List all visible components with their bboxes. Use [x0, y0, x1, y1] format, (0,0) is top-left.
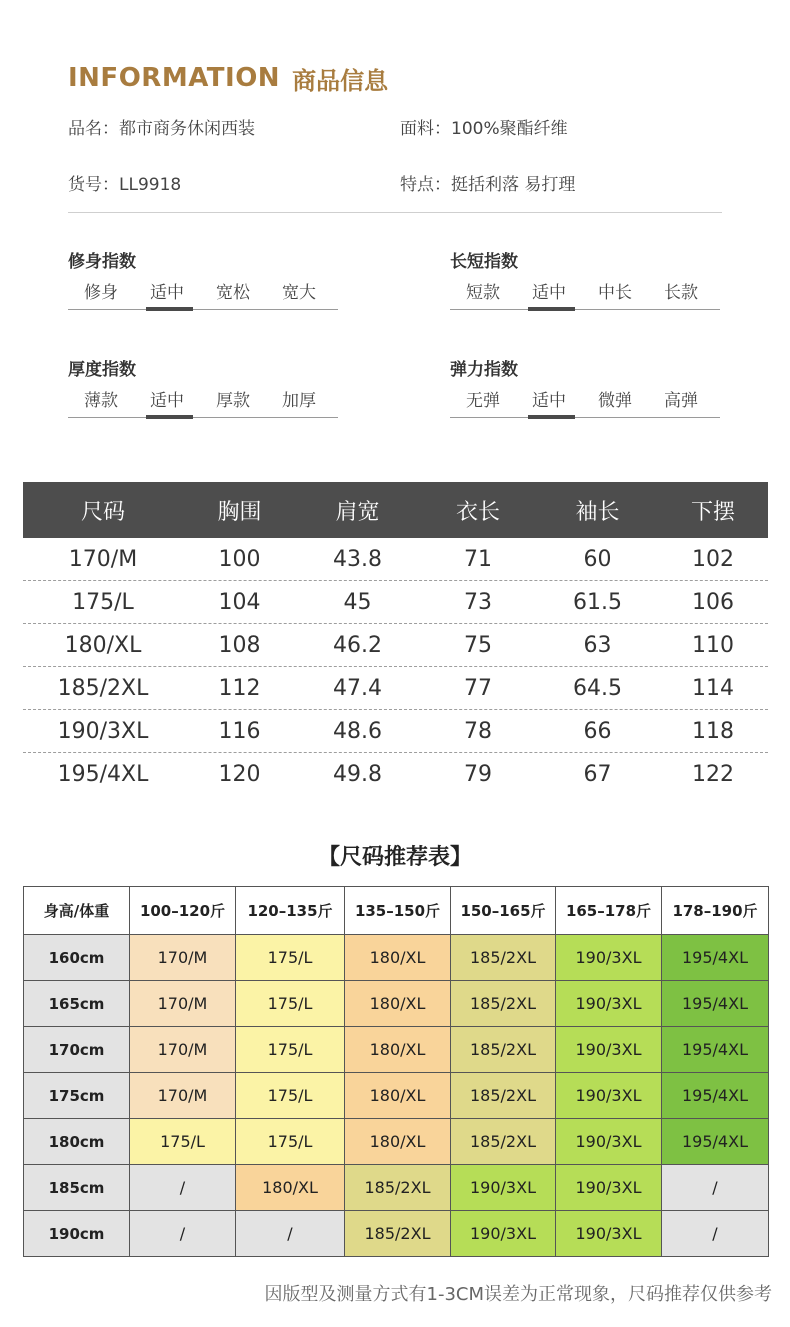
table-row	[24, 1073, 769, 1119]
size-cell: 190/3XL	[57, 718, 149, 744]
weight-header: 165–178斤	[556, 887, 662, 935]
size-cell: 180/XL	[64, 632, 142, 658]
recommend-cell-empty: /	[236, 1211, 345, 1257]
size-cell: 175/L	[72, 589, 134, 615]
recommend-cell: 195/4XL	[662, 1073, 769, 1119]
index-title: 厚度指数	[68, 360, 136, 380]
recommend-cell: 195/4XL	[662, 981, 769, 1027]
size-cell: 64.5	[573, 675, 622, 701]
recommend-cell: 190/3XL	[556, 1165, 662, 1211]
table-row	[23, 581, 768, 624]
recommend-table	[23, 886, 769, 1257]
recommend-cell: 175/L	[236, 935, 345, 981]
recommend-cell: 185/2XL	[451, 1073, 556, 1119]
recommend-cell: 190/3XL	[451, 1165, 556, 1211]
recommend-cell: 180/XL	[345, 981, 451, 1027]
index-group	[450, 358, 720, 418]
product-sku: 货号：LL9918	[68, 175, 182, 195]
index-option: 无弹	[466, 391, 500, 411]
recommend-cell: 175/L	[236, 1073, 345, 1119]
index-title: 修身指数	[68, 252, 136, 272]
size-cell: 49.8	[333, 762, 382, 787]
index-option-selected: 适中	[516, 390, 582, 417]
index-title: 长短指数	[450, 252, 518, 272]
size-cell: 45	[343, 589, 372, 615]
size-cell: 78	[464, 718, 492, 744]
recommend-cell: 180/XL	[236, 1165, 345, 1211]
index-option: 厚款	[216, 391, 250, 411]
recommend-cell: 175/L	[236, 981, 345, 1027]
index-option-selected: 适中	[516, 282, 582, 309]
recommend-title: 【尺码推荐表】	[317, 845, 472, 870]
index-group	[68, 250, 338, 310]
index-options	[68, 390, 338, 418]
product-name: 品名：都市商务休闲西装	[68, 119, 255, 139]
size-cell: 170/M	[68, 546, 138, 572]
size-header-cell: 肩宽	[335, 499, 380, 525]
recommend-header-row	[24, 887, 769, 935]
size-table-body	[23, 538, 768, 796]
recommend-cell: 190/3XL	[556, 1073, 662, 1119]
recommend-cell: 185/2XL	[345, 1165, 451, 1211]
recommend-cell: 180/XL	[345, 1119, 451, 1165]
size-cell: 47.4	[333, 675, 382, 701]
index-option: 薄款	[84, 391, 118, 411]
index-option: 宽松	[216, 283, 250, 303]
table-row	[23, 538, 768, 581]
info-title	[68, 58, 388, 98]
size-cell: 77	[464, 675, 492, 701]
recommend-cell-empty: /	[662, 1165, 769, 1211]
size-cell: 67	[583, 762, 612, 787]
size-cell: 195/4XL	[57, 762, 149, 787]
recommend-cell: 180/XL	[345, 935, 451, 981]
footnote: 因版型及测量方式有1-3CM误差为正常现象，尺码推荐仅供参考	[264, 1284, 772, 1305]
recommend-cell: 185/2XL	[451, 1119, 556, 1165]
index-option-selected: 适中	[134, 282, 200, 309]
table-row	[24, 1119, 769, 1165]
size-cell: 120	[218, 762, 261, 787]
index-options	[450, 282, 720, 310]
size-cell: 114	[692, 675, 734, 701]
recommend-cell-empty: /	[130, 1211, 236, 1257]
size-cell: 66	[583, 718, 612, 744]
size-cell: 102	[692, 546, 734, 572]
recommend-cell: 190/3XL	[556, 1027, 662, 1073]
recommend-cell: 185/2XL	[451, 935, 556, 981]
size-cell: 106	[692, 589, 734, 615]
index-option: 长款	[664, 283, 698, 303]
height-header: 170cm	[24, 1027, 130, 1073]
index-group	[450, 250, 720, 310]
size-cell: 112	[218, 675, 261, 701]
size-header-cell: 胸围	[217, 499, 262, 525]
weight-header: 150–165斤	[451, 887, 556, 935]
weight-header: 178–190斤	[662, 887, 769, 935]
index-option: 修身	[84, 283, 118, 303]
size-header-cell: 下摆	[690, 499, 735, 525]
height-header: 160cm	[24, 935, 130, 981]
index-options	[68, 282, 338, 310]
size-cell: 60	[583, 546, 612, 572]
size-cell: 118	[692, 718, 734, 744]
recommend-cell: 180/XL	[345, 1073, 451, 1119]
recommend-cell: 190/3XL	[556, 1211, 662, 1257]
recommend-cell: 175/L	[130, 1119, 236, 1165]
index-group	[68, 358, 338, 418]
table-row	[23, 624, 768, 667]
recommend-cell: 170/M	[130, 981, 236, 1027]
recommend-cell-empty: /	[130, 1165, 236, 1211]
size-header-cell: 衣长	[455, 499, 500, 525]
product-fabric: 面料：100%聚酯纤维	[400, 119, 568, 139]
size-cell: 108	[218, 632, 261, 658]
weight-header: 135–150斤	[345, 887, 451, 935]
size-header-cell: 袖长	[575, 499, 620, 525]
recommend-cell: 175/L	[236, 1027, 345, 1073]
height-header: 180cm	[24, 1119, 130, 1165]
size-cell: 116	[218, 718, 261, 744]
size-cell: 79	[464, 762, 492, 787]
recommend-cell-empty: /	[662, 1211, 769, 1257]
index-option: 中长	[598, 283, 632, 303]
table-row	[24, 1027, 769, 1073]
table-row	[24, 1165, 769, 1211]
recommend-corner: 身高/体重	[24, 887, 130, 935]
recommend-cell: 190/3XL	[556, 981, 662, 1027]
size-cell: 100	[218, 546, 261, 572]
size-cell: 75	[464, 632, 492, 658]
table-row	[24, 935, 769, 981]
size-header-cell: 尺码	[80, 499, 125, 525]
size-table-header	[23, 482, 768, 538]
height-header: 165cm	[24, 981, 130, 1027]
height-header: 185cm	[24, 1165, 130, 1211]
height-header: 190cm	[24, 1211, 130, 1257]
recommend-cell: 190/3XL	[451, 1211, 556, 1257]
table-row	[24, 981, 769, 1027]
recommend-cell: 170/M	[130, 1073, 236, 1119]
info-divider	[68, 212, 722, 213]
size-cell: 185/2XL	[57, 675, 149, 701]
info-title-cn: 商品信息	[292, 66, 389, 95]
recommend-cell: 170/M	[130, 935, 236, 981]
height-header: 175cm	[24, 1073, 130, 1119]
recommend-cell: 195/4XL	[662, 1119, 769, 1165]
size-cell: 104	[218, 589, 261, 615]
size-cell: 43.8	[333, 546, 382, 572]
size-cell: 71	[464, 546, 492, 572]
weight-header: 120–135斤	[236, 887, 345, 935]
table-row	[23, 753, 768, 796]
size-cell: 46.2	[333, 632, 382, 658]
weight-header: 100–120斤	[130, 887, 236, 935]
recommend-cell: 195/4XL	[662, 935, 769, 981]
size-cell: 63	[583, 632, 612, 658]
recommend-cell: 195/4XL	[662, 1027, 769, 1073]
index-option: 微弹	[598, 391, 632, 411]
recommend-cell: 185/2XL	[451, 1027, 556, 1073]
size-cell: 110	[692, 632, 734, 658]
index-option: 短款	[466, 283, 500, 303]
product-feature: 特点：挺括利落 易打理	[400, 175, 576, 195]
index-option: 加厚	[282, 391, 316, 411]
index-options	[450, 390, 720, 418]
index-option: 宽大	[282, 283, 316, 303]
index-title: 弹力指数	[450, 360, 518, 380]
size-cell: 61.5	[573, 589, 622, 615]
recommend-cell: 185/2XL	[345, 1211, 451, 1257]
size-cell: 73	[464, 589, 492, 615]
recommend-cell: 185/2XL	[451, 981, 556, 1027]
recommend-cell: 190/3XL	[556, 935, 662, 981]
index-option: 高弹	[664, 391, 698, 411]
recommend-cell: 180/XL	[345, 1027, 451, 1073]
size-cell: 122	[692, 762, 734, 787]
size-table	[23, 482, 768, 796]
recommend-cell: 175/L	[236, 1119, 345, 1165]
index-option-selected: 适中	[134, 390, 200, 417]
size-cell: 48.6	[333, 718, 382, 744]
table-row	[23, 710, 768, 753]
recommend-cell: 190/3XL	[556, 1119, 662, 1165]
table-row	[24, 1211, 769, 1257]
table-row	[23, 667, 768, 710]
recommend-cell: 170/M	[130, 1027, 236, 1073]
info-title-en: INFORMATION	[68, 63, 281, 93]
